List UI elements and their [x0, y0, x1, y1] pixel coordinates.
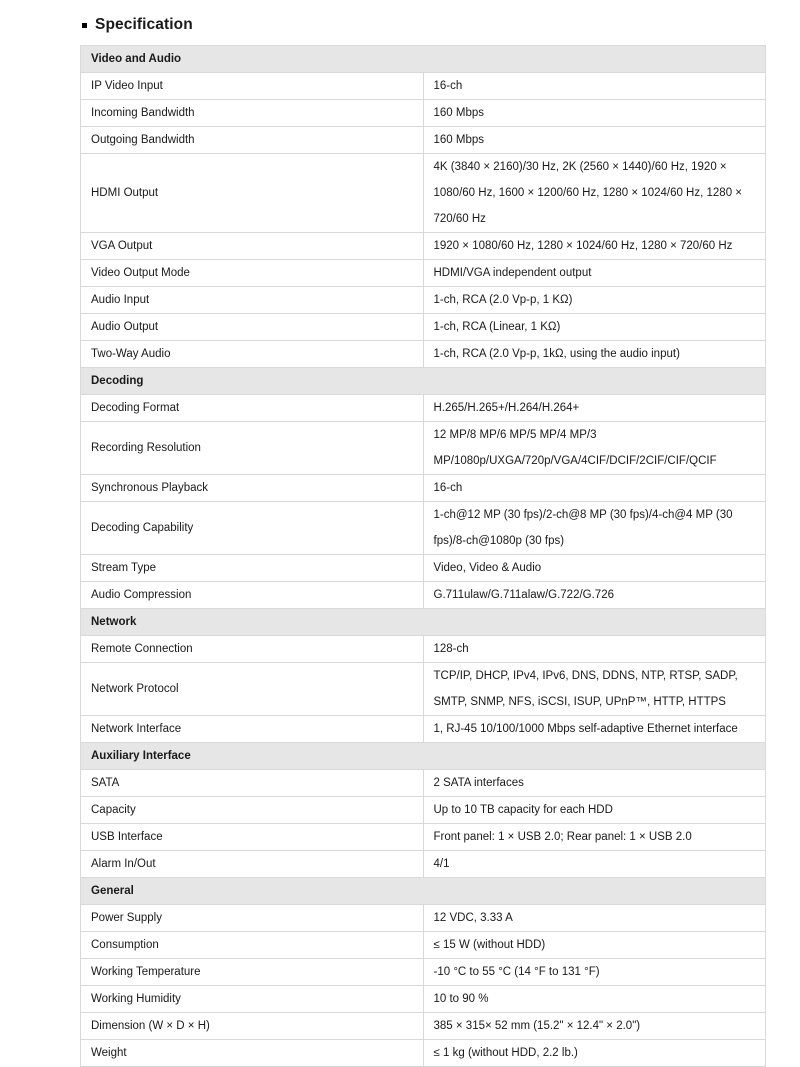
spec-value: 160 Mbps	[423, 127, 766, 154]
page-title	[82, 16, 800, 34]
spec-label: Dimension (W × D × H)	[81, 1013, 424, 1040]
spec-label: Working Temperature	[81, 959, 424, 986]
table-row	[81, 422, 766, 475]
spec-label: Network Protocol	[81, 663, 424, 716]
table-row	[81, 636, 766, 663]
spec-value: 10 to 90 %	[423, 986, 766, 1013]
spec-label: VGA Output	[81, 233, 424, 260]
section-header: General	[81, 878, 766, 905]
spec-value: Video, Video & Audio	[423, 555, 766, 582]
spec-label: Remote Connection	[81, 636, 424, 663]
spec-value: TCP/IP, DHCP, IPv4, IPv6, DNS, DDNS, NTP, RTSP, SADP, SMTP, SNMP, NFS, iSCSI, ISUP, UPnP™, HTTP, HTTPS	[423, 663, 766, 716]
spec-value: 1-ch@12 MP (30 fps)/2-ch@8 MP (30 fps)/4-ch@4 MP (30 fps)/8-ch@1080p (30 fps)	[423, 502, 766, 555]
table-row	[81, 1040, 766, 1067]
spec-value: 1, RJ-45 10/100/1000 Mbps self-adaptive Ethernet interface	[423, 716, 766, 743]
spec-label: SATA	[81, 770, 424, 797]
spec-value: 128-ch	[423, 636, 766, 663]
spec-label: Decoding Format	[81, 395, 424, 422]
table-row	[81, 395, 766, 422]
specification-table-body	[81, 46, 766, 1067]
table-row	[81, 341, 766, 368]
spec-label: Consumption	[81, 932, 424, 959]
table-row	[81, 314, 766, 341]
spec-value: 1920 × 1080/60 Hz, 1280 × 1024/60 Hz, 1280 × 720/60 Hz	[423, 233, 766, 260]
specification-table	[80, 45, 766, 1067]
spec-value: 16-ch	[423, 73, 766, 100]
table-row	[81, 905, 766, 932]
table-row	[81, 932, 766, 959]
spec-value: 12 MP/8 MP/6 MP/5 MP/4 MP/3 MP/1080p/UXGA/720p/VGA/4CIF/DCIF/2CIF/CIF/QCIF	[423, 422, 766, 475]
table-row	[81, 100, 766, 127]
table-row	[81, 797, 766, 824]
spec-value: 1-ch, RCA (2.0 Vp-p, 1 KΩ)	[423, 287, 766, 314]
table-row	[81, 287, 766, 314]
section-header-row	[81, 368, 766, 395]
spec-value: 2 SATA interfaces	[423, 770, 766, 797]
table-row	[81, 716, 766, 743]
spec-label: Capacity	[81, 797, 424, 824]
section-header-row	[81, 609, 766, 636]
table-row	[81, 555, 766, 582]
table-row	[81, 663, 766, 716]
table-row	[81, 851, 766, 878]
spec-value: 1-ch, RCA (Linear, 1 KΩ)	[423, 314, 766, 341]
table-row	[81, 233, 766, 260]
spec-label: Audio Input	[81, 287, 424, 314]
spec-label: Power Supply	[81, 905, 424, 932]
spec-label: Alarm In/Out	[81, 851, 424, 878]
spec-value: 1-ch, RCA (2.0 Vp-p, 1kΩ, using the audio input)	[423, 341, 766, 368]
table-row	[81, 260, 766, 287]
spec-value: ≤ 1 kg (without HDD, 2.2 lb.)	[423, 1040, 766, 1067]
spec-label: Two-Way Audio	[81, 341, 424, 368]
spec-label: Weight	[81, 1040, 424, 1067]
table-row	[81, 582, 766, 609]
table-row	[81, 986, 766, 1013]
spec-label: IP Video Input	[81, 73, 424, 100]
spec-label: USB Interface	[81, 824, 424, 851]
spec-label: Audio Output	[81, 314, 424, 341]
table-row	[81, 73, 766, 100]
section-header: Video and Audio	[81, 46, 766, 73]
table-row	[81, 824, 766, 851]
section-header-row	[81, 46, 766, 73]
spec-label: Video Output Mode	[81, 260, 424, 287]
spec-value: 4/1	[423, 851, 766, 878]
spec-label: Incoming Bandwidth	[81, 100, 424, 127]
spec-value: 12 VDC, 3.33 A	[423, 905, 766, 932]
spec-label: Working Humidity	[81, 986, 424, 1013]
section-header: Decoding	[81, 368, 766, 395]
table-row	[81, 770, 766, 797]
page-title-text: Specification	[95, 16, 193, 33]
spec-value: 4K (3840 × 2160)/30 Hz, 2K (2560 × 1440)/60 Hz, 1920 × 1080/60 Hz, 1600 × 1200/60 Hz, 1280 × 1024/60 Hz, 1280 × 720/60 Hz	[423, 154, 766, 233]
spec-value: Front panel: 1 × USB 2.0; Rear panel: 1 × USB 2.0	[423, 824, 766, 851]
spec-label: Network Interface	[81, 716, 424, 743]
table-row	[81, 127, 766, 154]
square-bullet-icon	[82, 23, 87, 28]
spec-value: 385 × 315× 52 mm (15.2" × 12.4" × 2.0")	[423, 1013, 766, 1040]
table-row	[81, 154, 766, 233]
spec-label: Recording Resolution	[81, 422, 424, 475]
spec-value: -10 °C to 55 °C (14 °F to 131 °F)	[423, 959, 766, 986]
table-row	[81, 959, 766, 986]
spec-value: H.265/H.265+/H.264/H.264+	[423, 395, 766, 422]
table-row	[81, 502, 766, 555]
spec-label: Decoding Capability	[81, 502, 424, 555]
spec-value: HDMI/VGA independent output	[423, 260, 766, 287]
section-header: Network	[81, 609, 766, 636]
section-header-row	[81, 743, 766, 770]
table-row	[81, 1013, 766, 1040]
spec-value: 160 Mbps	[423, 100, 766, 127]
section-header: Auxiliary Interface	[81, 743, 766, 770]
spec-label: HDMI Output	[81, 154, 424, 233]
spec-label: Outgoing Bandwidth	[81, 127, 424, 154]
spec-label: Stream Type	[81, 555, 424, 582]
table-row	[81, 475, 766, 502]
section-header-row	[81, 878, 766, 905]
spec-value: G.711ulaw/G.711alaw/G.722/G.726	[423, 582, 766, 609]
spec-value: Up to 10 TB capacity for each HDD	[423, 797, 766, 824]
spec-value: ≤ 15 W (without HDD)	[423, 932, 766, 959]
spec-value: 16-ch	[423, 475, 766, 502]
spec-label: Synchronous Playback	[81, 475, 424, 502]
spec-label: Audio Compression	[81, 582, 424, 609]
